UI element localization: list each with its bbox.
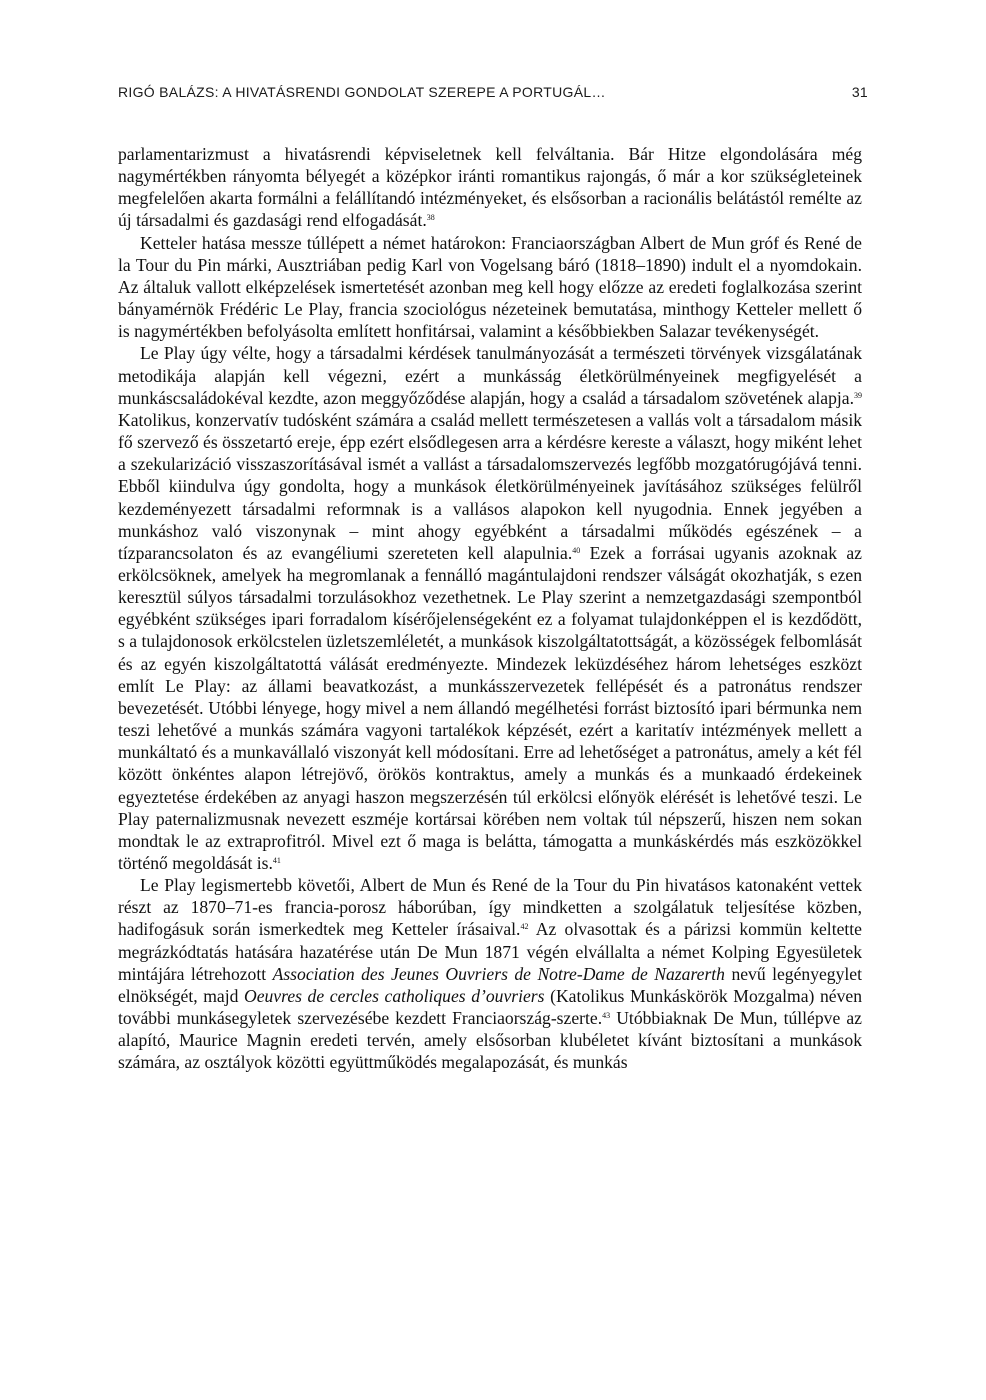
paragraph-text: Az olvasottak és a párizsi kommün keltette megrázkódtatás hatására hazatérése után De Mun 1871 végén elvállalta a német Kolping Egyesületek mintájára létrehozott bbox=[118, 919, 862, 984]
body-text bbox=[118, 143, 862, 1074]
footnote-ref-38: 38 bbox=[426, 213, 435, 223]
italic-title-oeuvres: Oeuvres de cercles catholiques d’ouvriers bbox=[244, 985, 545, 1006]
paragraph-text: parlamentarizmust a hivatásrendi képviseletnek kell felváltania. Bár Hitze elgondolására még nagymértékben rányomta bélyegét a középkor iránti romantikus rajongás, ő már a kor szükségleteinek megfelelően akarta formálni a felállítandó intézményeket, és elsősorban a racionális belátástól remélte az új társadalmi és gazdasági rend elfogadását. bbox=[118, 144, 862, 231]
page-number: 31 bbox=[851, 84, 868, 100]
footnote-ref-42: 42 bbox=[520, 922, 529, 932]
footnote-ref-40: 40 bbox=[572, 545, 581, 555]
paragraph-4 bbox=[118, 874, 862, 1073]
paragraph-text: Le Play legismertebb követői, Albert de Mun és René de la Tour du Pin hivatásos katonaként vettek részt az 1870–71-es francia-porosz háborúban, így mindketten a szolgálatuk teljesítése közben, hadifogásuk során ismerkedtek meg Ketteler írásaival. bbox=[118, 875, 862, 940]
paragraph-text: (Katolikus Munkáskörök Mozgalma) néven további munkásegyletek szervezésébe kezdett Franciaország-szerte. bbox=[118, 985, 862, 1029]
paragraph-3 bbox=[118, 342, 862, 874]
paragraph-text: Utóbbiaknak De Mun, túllépve az alapító, Maurice Magnin eredeti tervén, amely elsősorban klubéletet kívánt biztosítani a munkások számára, az osztályok közötti együttműködés megalapozását, és munkás bbox=[118, 1008, 862, 1073]
paragraph-text: Le Play úgy vélte, hogy a társadalmi kérdések tanulmányozását a természeti törvények vizsgálatának metodikája alapján kell végezni, ezért a munkásság életkörülményeinek megfigyelését a munkáscsaládokéval kezdte, azon meggyőződése alapján, hogy a család a társadalom szövetének alapja. bbox=[118, 343, 862, 408]
italic-title-association: Association des Jeunes Ouvriers de Notre-Dame de Nazarerth bbox=[272, 963, 725, 984]
footnote-ref-43: 43 bbox=[602, 1011, 611, 1021]
paragraph-1 bbox=[118, 143, 862, 232]
paragraph-text: Katolikus, konzervatív tudósként számára a család mellett természetesen a vallás volt a társadalom másik fő szervező és összetartó ereje, épp ezért elsődlegesen arra a kérdésre kereste a választ, hogy miként lehet a szekularizáció visszaszorításával ismét a vallást a társadalomszervezés legfőbb mozgatórugójává tenni. Ebből kiindulva úgy gondolta, hogy a munkások életkörülményeinek javításához szükséges felülről kezdeményezett társadalmi reformnak is a vallásos alapokon kell nyugodnia. Ennek jegyében a munkáshoz való viszonynak – mint ahogy egyébként a társadalmi működés egészének – a tízparancsolaton és az evangéliumi szereteten kell alapulnia. bbox=[118, 409, 862, 563]
paragraph-text: Ketteler hatása messze túllépett a német határokon: Franciaországban Albert de Mun gróf és René de la Tour du Pin márki, Ausztriában pedig Karl von Vogelsang báró (1818–1890) indult el a nyomdokain. Az általuk vallott elképzelések ismertetését azonban meg kell hogy előzze az eredeti foglalkozása szerint bányamérnök Frédéric Le Play, francia szociológus nézeteinek bemutatása, minthogy Ketteler mellett ő is nagymértékben befolyásolta említett honfitársai, valamint a későbbiekben Salazar tevékenységét. bbox=[118, 232, 862, 342]
footnote-ref-41: 41 bbox=[272, 856, 281, 865]
page-header bbox=[118, 84, 868, 106]
paragraph-text: nevű legényegylet elnökségét, majd bbox=[118, 963, 862, 1006]
footnote-ref-39: 39 bbox=[854, 390, 862, 400]
paragraph-text: Ezek a forrásai ugyanis azoknak az erkölcsöknek, amelyek ha megromlanak a fennálló magántulajdoni rendszer válságát okozhatják, s ezen keresztül súlyos társadalmi torzulásokhoz vezethetnek. Le Play szerint a nemzetgazdasági szempontból egyébként szükséges ipari forradalom kísérőjelenségeként ez a folyamat tulajdonképpen el is kezdődött, s a tulajdonosok erkölcstelen üzletszemléletét, a munkások kiszolgáltatottságát, a közösségek felbomlását és az egyén kiszolgáltatottá válását eredményezte. Mindezek leküzdéséhez három lehetséges eszközt említ Le Play: az állami beavatkozást, a munkásszervezetek fellépését és a patronátus rendszer bevezetését. Utóbbi lényege, hogy mivel a nem állandó megélhetési forrást biztosító ipari bérmunka nem teszi lehetővé a munkás számára vagyoni tartalékok képzését, ezért a karitatív intézmények mellett a munkáltató és a munkavállaló viszonyát kell módosítani. Erre ad lehetőséget a patronátus, amely a két fél között önkéntes alapon létrejövő, örökös kontraktus, amely a munkás és a munkaadó érdekeinek egyeztetése érdekében az anyagi haszon megszerzésén túl erkölcsi előnyök elérését is lehetővé teszi. Le Play paternalizmusnak nevezett eszméje kortársai körében nem voltak túl népszerű, hiszen nem sokan mondtak le az extraprofitról. Mivel ezt ő maga is belátta, támogatta a munkáskérdés más eszközökkel történő megoldását is. bbox=[118, 542, 862, 873]
paragraph-2 bbox=[118, 232, 862, 343]
running-title: RIGÓ BALÁZS: A HIVATÁSRENDI GONDOLAT SZEREPE A PORTUGÁL… bbox=[118, 84, 606, 100]
